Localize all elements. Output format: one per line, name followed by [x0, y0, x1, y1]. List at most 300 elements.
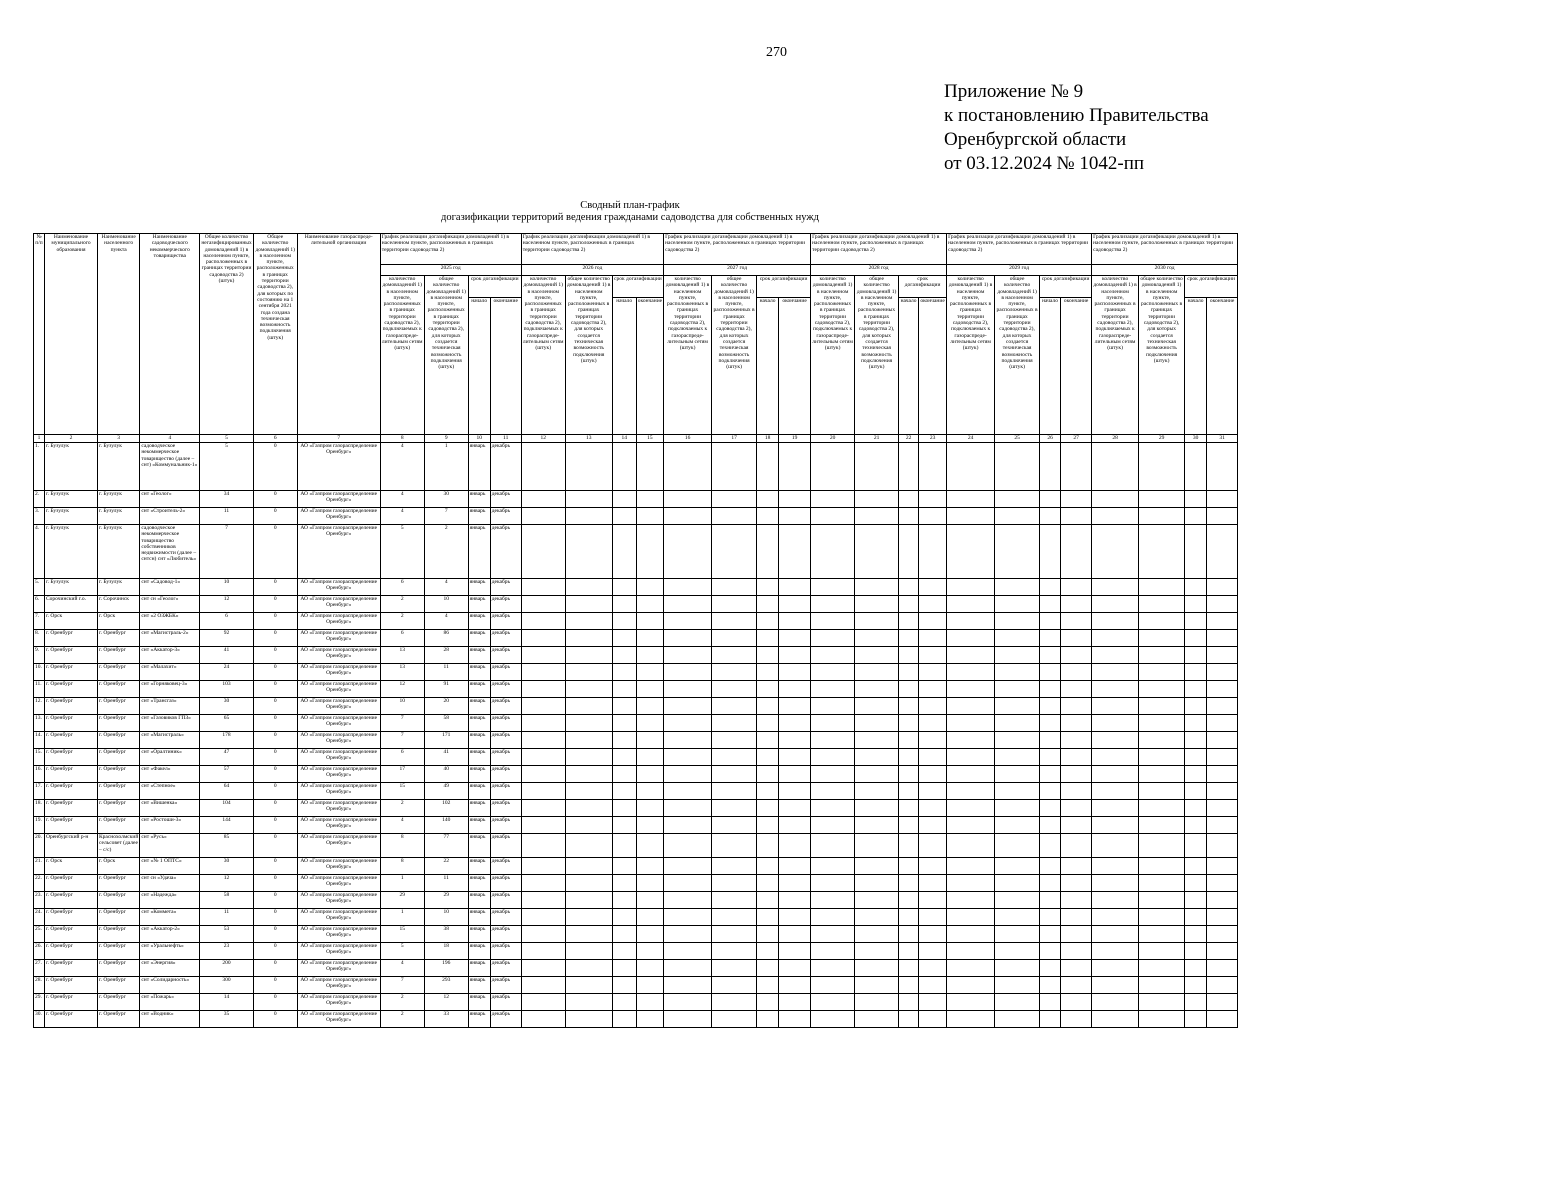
empty-cell: [811, 715, 855, 732]
empty-cell: [636, 491, 663, 508]
empty-cell: [1061, 1011, 1092, 1028]
empty-cell: [779, 994, 811, 1011]
end-2025-cell: декабрь: [490, 491, 521, 508]
header-group-title: График реализации догазификации домовладений 1) в населенном пункте, расположенных в границах территории садоводства 2): [664, 234, 811, 265]
empty-cell: [1139, 1011, 1185, 1028]
empty-cell: [1040, 858, 1061, 875]
table-row: [34, 858, 1238, 875]
empty-cell: [712, 926, 757, 943]
total-cell: 64: [200, 783, 253, 800]
empty-cell: [521, 909, 565, 926]
gdo-cell: АО «Газпром газораспределение Оренбург»: [297, 698, 380, 715]
header-year: 2028 год: [811, 265, 947, 276]
empty-cell: [1092, 647, 1139, 664]
empty-cell: [811, 994, 855, 1011]
empty-cell: [664, 647, 712, 664]
column-number: 29: [1139, 435, 1185, 443]
end-2025-cell: декабрь: [490, 817, 521, 834]
empty-cell: [1207, 834, 1238, 858]
empty-cell: [521, 647, 565, 664]
empty-cell: [1207, 508, 1238, 525]
empty-cell: [521, 943, 565, 960]
empty-cell: [1092, 994, 1139, 1011]
column-number: 26: [1040, 435, 1061, 443]
empty-cell: [712, 960, 757, 977]
gdo-cell: АО «Газпром газораспределение Оренбург»: [297, 525, 380, 579]
empty-cell: [947, 681, 995, 698]
header-row-1: [34, 234, 1238, 265]
empty-cell: [612, 647, 636, 664]
total-cell: 144: [200, 817, 253, 834]
header-qty-total: общее количество домовладений 1) в населенном пункте, расположенных в границах территории садоводства 2), для которых создается техническая возможность подключения (штук): [995, 276, 1040, 435]
total-2025-cell: 28: [424, 647, 468, 664]
empty-cell: [947, 892, 995, 909]
empty-cell: [1139, 800, 1185, 817]
end-2025-cell: декабрь: [490, 800, 521, 817]
empty-cell: [612, 783, 636, 800]
empty-cell: [636, 800, 663, 817]
start-2025-cell: январь: [468, 630, 490, 647]
header-group-title: График реализации догазификации домовладений 1) в населенном пункте, расположенных в границах территории садоводства 2): [811, 234, 947, 265]
empty-cell: [855, 977, 899, 994]
total-2025-cell: 7: [424, 508, 468, 525]
empty-cell: [1185, 766, 1207, 783]
empty-cell: [1040, 749, 1061, 766]
header-year: 2025 год: [380, 265, 521, 276]
header-no: № п/п: [34, 234, 45, 435]
empty-cell: [995, 647, 1040, 664]
empty-cell: [1061, 579, 1092, 596]
table-row: [34, 443, 1238, 491]
table-row: [34, 994, 1238, 1011]
column-number: 19: [779, 435, 811, 443]
empty-cell: [565, 817, 612, 834]
table-row: [34, 698, 1238, 715]
header-end: окончание: [490, 298, 521, 435]
empty-cell: [1185, 596, 1207, 613]
gdo-cell: АО «Газпром газораспределение Оренбург»: [297, 926, 380, 943]
empty-cell: [1185, 613, 1207, 630]
empty-cell: [1207, 875, 1238, 892]
municipality-cell: г. Бузулук: [45, 491, 98, 508]
empty-cell: [995, 613, 1040, 630]
empty-cell: [565, 858, 612, 875]
empty-cell: [855, 800, 899, 817]
empty-cell: [1185, 892, 1207, 909]
empty-cell: [855, 783, 899, 800]
empty-cell: [1061, 960, 1092, 977]
municipality-cell: г. Оренбург: [45, 766, 98, 783]
empty-cell: [899, 525, 919, 579]
total-cell: 41: [200, 647, 253, 664]
municipality-cell: г. Оренбург: [45, 875, 98, 892]
partnership-cell: снт «Газовиков ГПЗ»: [140, 715, 200, 732]
empty-cell: [565, 834, 612, 858]
end-2025-cell: декабрь: [490, 596, 521, 613]
empty-cell: [947, 875, 995, 892]
empty-cell: [757, 681, 779, 698]
empty-cell: [664, 525, 712, 579]
empty-cell: [919, 664, 947, 681]
total-2025-cell: 22: [424, 858, 468, 875]
row-number: 11.: [34, 681, 45, 698]
empty-cell: [521, 1011, 565, 1028]
empty-cell: [1139, 630, 1185, 647]
empty-cell: [1139, 817, 1185, 834]
empty-cell: [1092, 579, 1139, 596]
column-number: 1: [34, 435, 45, 443]
empty-cell: [521, 732, 565, 749]
start-2025-cell: январь: [468, 858, 490, 875]
header-year: 2029 год: [947, 265, 1092, 276]
tech-cell: 0: [253, 647, 297, 664]
empty-cell: [779, 766, 811, 783]
empty-cell: [855, 491, 899, 508]
table-row: [34, 613, 1238, 630]
total-cell: 35: [200, 1011, 253, 1028]
empty-cell: [1061, 926, 1092, 943]
empty-cell: [1139, 834, 1185, 858]
total-2025-cell: 86: [424, 630, 468, 647]
empty-cell: [919, 681, 947, 698]
empty-cell: [1040, 875, 1061, 892]
row-number: 28.: [34, 977, 45, 994]
qty-2025-cell: 8: [380, 858, 424, 875]
end-2025-cell: декабрь: [490, 630, 521, 647]
column-number: 23: [919, 435, 947, 443]
empty-cell: [1185, 977, 1207, 994]
start-2025-cell: январь: [468, 715, 490, 732]
table-row: [34, 630, 1238, 647]
empty-cell: [1040, 800, 1061, 817]
partnership-cell: снт «Энергия»: [140, 960, 200, 977]
header-end: окончание: [919, 298, 947, 435]
settlement-cell: г. Оренбург: [98, 783, 140, 800]
table-row: [34, 647, 1238, 664]
empty-cell: [1139, 994, 1185, 1011]
empty-cell: [1207, 715, 1238, 732]
empty-cell: [712, 715, 757, 732]
settlement-cell: г. Оренбург: [98, 732, 140, 749]
empty-cell: [565, 630, 612, 647]
empty-cell: [919, 732, 947, 749]
empty-cell: [995, 596, 1040, 613]
empty-cell: [565, 698, 612, 715]
empty-cell: [1092, 613, 1139, 630]
column-number: 2: [45, 435, 98, 443]
empty-cell: [565, 960, 612, 977]
empty-cell: [565, 596, 612, 613]
empty-cell: [1040, 647, 1061, 664]
end-2025-cell: декабрь: [490, 1011, 521, 1028]
empty-cell: [1207, 749, 1238, 766]
empty-cell: [919, 858, 947, 875]
gdo-cell: АО «Газпром газораспределение Оренбург»: [297, 647, 380, 664]
empty-cell: [1207, 491, 1238, 508]
empty-cell: [947, 647, 995, 664]
empty-cell: [664, 926, 712, 943]
empty-cell: [1061, 875, 1092, 892]
empty-cell: [757, 909, 779, 926]
plan-table: [33, 233, 1238, 1028]
start-2025-cell: январь: [468, 579, 490, 596]
empty-cell: [947, 766, 995, 783]
empty-cell: [779, 664, 811, 681]
empty-cell: [1185, 443, 1207, 491]
empty-cell: [612, 1011, 636, 1028]
total-cell: 10: [200, 579, 253, 596]
empty-cell: [1040, 508, 1061, 525]
empty-cell: [995, 817, 1040, 834]
table-row: [34, 783, 1238, 800]
header-qty-network: количество домовладений 1) в населенном пункте, расположенных в границах территории садоводства 2), подключаемых к газораспреде-лительным сетям (штук): [1092, 276, 1139, 435]
settlement-cell: Краснохолмский сельсовет (далее – с/с): [98, 834, 140, 858]
empty-cell: [712, 443, 757, 491]
empty-cell: [1207, 800, 1238, 817]
municipality-cell: г. Бузулук: [45, 508, 98, 525]
empty-cell: [899, 647, 919, 664]
column-number: 4: [140, 435, 200, 443]
empty-cell: [1092, 596, 1139, 613]
start-2025-cell: январь: [468, 698, 490, 715]
empty-cell: [565, 875, 612, 892]
gdo-cell: АО «Газпром газораспределение Оренбург»: [297, 749, 380, 766]
empty-cell: [947, 698, 995, 715]
total-2025-cell: 171: [424, 732, 468, 749]
empty-cell: [1207, 525, 1238, 579]
empty-cell: [1185, 579, 1207, 596]
total-cell: 178: [200, 732, 253, 749]
empty-cell: [855, 681, 899, 698]
table-row: [34, 681, 1238, 698]
column-number: 20: [811, 435, 855, 443]
gdo-cell: АО «Газпром газораспределение Оренбург»: [297, 977, 380, 994]
empty-cell: [947, 800, 995, 817]
empty-cell: [811, 800, 855, 817]
table-row: [34, 1011, 1238, 1028]
total-2025-cell: 91: [424, 681, 468, 698]
empty-cell: [636, 613, 663, 630]
end-2025-cell: декабрь: [490, 834, 521, 858]
empty-cell: [1207, 817, 1238, 834]
partnership-cell: снт «Строитель-2»: [140, 508, 200, 525]
empty-cell: [565, 994, 612, 1011]
empty-cell: [1092, 977, 1139, 994]
document-title: [380, 200, 880, 224]
settlement-cell: г. Бузулук: [98, 508, 140, 525]
empty-cell: [779, 647, 811, 664]
column-number: 27: [1061, 435, 1092, 443]
municipality-cell: г. Оренбург: [45, 749, 98, 766]
settlement-cell: г. Бузулук: [98, 443, 140, 491]
empty-cell: [995, 834, 1040, 858]
qty-2025-cell: 12: [380, 681, 424, 698]
empty-cell: [919, 766, 947, 783]
empty-cell: [1092, 443, 1139, 491]
tech-cell: 0: [253, 858, 297, 875]
total-cell: 103: [200, 681, 253, 698]
empty-cell: [947, 613, 995, 630]
qty-2025-cell: 5: [380, 943, 424, 960]
municipality-cell: г. Оренбург: [45, 909, 98, 926]
column-number: 31: [1207, 435, 1238, 443]
empty-cell: [521, 875, 565, 892]
empty-cell: [811, 613, 855, 630]
empty-cell: [919, 613, 947, 630]
empty-cell: [757, 817, 779, 834]
empty-cell: [899, 596, 919, 613]
empty-cell: [757, 579, 779, 596]
empty-cell: [612, 960, 636, 977]
empty-cell: [1185, 715, 1207, 732]
empty-cell: [1061, 943, 1092, 960]
empty-cell: [664, 800, 712, 817]
empty-cell: [947, 783, 995, 800]
header-qty-network: количество домовладений 1) в населенном пункте, расположенных в границах территории садоводства 2), подключаемых к газораспреде-лительным сетям (штук): [664, 276, 712, 435]
settlement-cell: г. Сорочинск: [98, 596, 140, 613]
empty-cell: [919, 817, 947, 834]
empty-cell: [1092, 858, 1139, 875]
row-number: 27.: [34, 960, 45, 977]
empty-cell: [664, 613, 712, 630]
column-number: 11: [490, 435, 521, 443]
row-number: 9.: [34, 647, 45, 664]
settlement-cell: г. Оренбург: [98, 698, 140, 715]
settlement-cell: г. Оренбург: [98, 647, 140, 664]
header-start: начало: [1185, 298, 1207, 435]
qty-2025-cell: 7: [380, 715, 424, 732]
table-row: [34, 960, 1238, 977]
empty-cell: [1061, 766, 1092, 783]
row-number: 3.: [34, 508, 45, 525]
row-number: 30.: [34, 1011, 45, 1028]
empty-cell: [779, 491, 811, 508]
header-start: начало: [468, 298, 490, 435]
start-2025-cell: январь: [468, 909, 490, 926]
empty-cell: [565, 443, 612, 491]
empty-cell: [1092, 715, 1139, 732]
column-number: 9: [424, 435, 468, 443]
empty-cell: [947, 664, 995, 681]
empty-cell: [612, 732, 636, 749]
empty-cell: [712, 596, 757, 613]
empty-cell: [1092, 960, 1139, 977]
empty-cell: [612, 977, 636, 994]
municipality-cell: г. Оренбург: [45, 817, 98, 834]
empty-cell: [636, 525, 663, 579]
total-2025-cell: 77: [424, 834, 468, 858]
empty-cell: [757, 508, 779, 525]
tech-cell: 0: [253, 698, 297, 715]
empty-cell: [612, 875, 636, 892]
empty-cell: [636, 732, 663, 749]
tech-cell: 0: [253, 834, 297, 858]
empty-cell: [712, 783, 757, 800]
empty-cell: [1185, 943, 1207, 960]
empty-cell: [1061, 698, 1092, 715]
empty-cell: [995, 443, 1040, 491]
row-number: 20.: [34, 834, 45, 858]
empty-cell: [1139, 579, 1185, 596]
empty-cell: [811, 943, 855, 960]
empty-cell: [899, 892, 919, 909]
empty-cell: [565, 909, 612, 926]
empty-cell: [636, 994, 663, 1011]
empty-cell: [919, 783, 947, 800]
empty-cell: [565, 926, 612, 943]
tech-cell: 0: [253, 491, 297, 508]
empty-cell: [612, 715, 636, 732]
municipality-cell: г. Оренбург: [45, 647, 98, 664]
partnership-cell: снт «Водник»: [140, 1011, 200, 1028]
empty-cell: [919, 960, 947, 977]
partnership-cell: снт «Трансгаз»: [140, 698, 200, 715]
header-partnership: Наименование садоводческого некоммерческого товарищества: [140, 234, 200, 435]
empty-cell: [919, 977, 947, 994]
empty-cell: [612, 630, 636, 647]
total-cell: 11: [200, 508, 253, 525]
header-term: срок догазификации: [1185, 276, 1238, 298]
row-number: 24.: [34, 909, 45, 926]
empty-cell: [811, 858, 855, 875]
empty-cell: [612, 858, 636, 875]
empty-cell: [757, 596, 779, 613]
empty-cell: [779, 1011, 811, 1028]
row-number: 29.: [34, 994, 45, 1011]
empty-cell: [779, 749, 811, 766]
total-2025-cell: 4: [424, 613, 468, 630]
empty-cell: [1061, 749, 1092, 766]
empty-cell: [1061, 491, 1092, 508]
empty-cell: [757, 1011, 779, 1028]
empty-cell: [1185, 681, 1207, 698]
tech-cell: 0: [253, 926, 297, 943]
empty-cell: [1207, 766, 1238, 783]
empty-cell: [899, 749, 919, 766]
empty-cell: [779, 977, 811, 994]
empty-cell: [636, 630, 663, 647]
header-term: срок догазификации: [757, 276, 811, 298]
empty-cell: [712, 943, 757, 960]
empty-cell: [1207, 613, 1238, 630]
empty-cell: [757, 749, 779, 766]
table-row: [34, 749, 1238, 766]
qty-2025-cell: 6: [380, 749, 424, 766]
empty-cell: [636, 749, 663, 766]
empty-cell: [1040, 579, 1061, 596]
empty-cell: [1061, 994, 1092, 1011]
empty-cell: [1061, 909, 1092, 926]
qty-2025-cell: 15: [380, 783, 424, 800]
row-number: 13.: [34, 715, 45, 732]
empty-cell: [855, 596, 899, 613]
settlement-cell: г. Бузулук: [98, 525, 140, 579]
column-number: 8: [380, 435, 424, 443]
empty-cell: [919, 1011, 947, 1028]
settlement-cell: г. Орск: [98, 858, 140, 875]
empty-cell: [1207, 732, 1238, 749]
empty-cell: [565, 579, 612, 596]
qty-2025-cell: 6: [380, 630, 424, 647]
empty-cell: [1139, 926, 1185, 943]
empty-cell: [1185, 732, 1207, 749]
settlement-cell: г. Оренбург: [98, 926, 140, 943]
start-2025-cell: январь: [468, 443, 490, 491]
empty-cell: [664, 698, 712, 715]
empty-cell: [1207, 681, 1238, 698]
end-2025-cell: декабрь: [490, 681, 521, 698]
empty-cell: [811, 491, 855, 508]
